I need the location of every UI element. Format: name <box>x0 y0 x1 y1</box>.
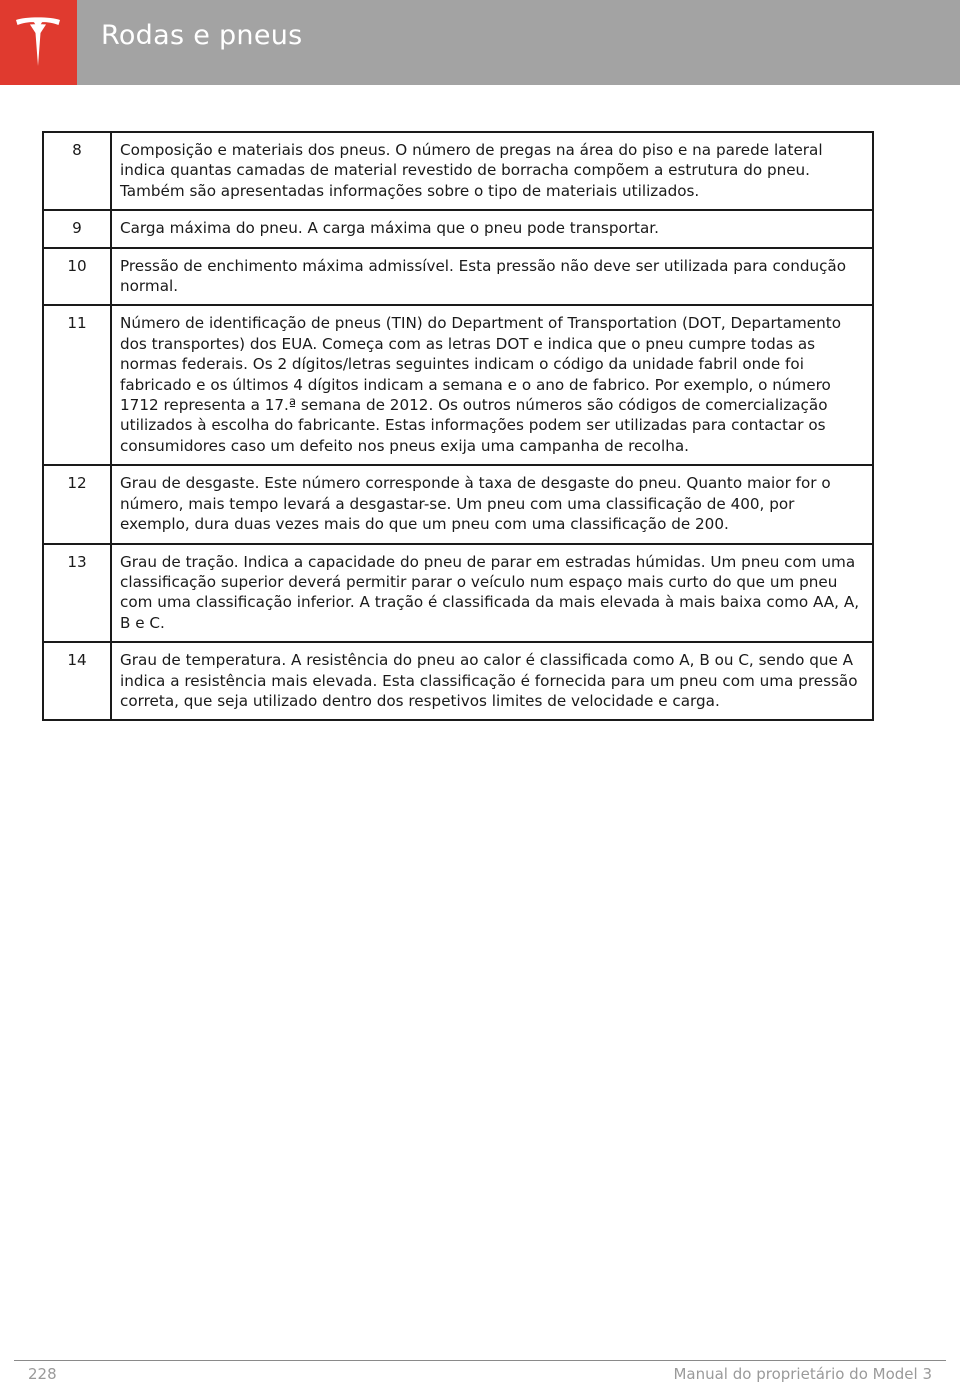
row-description: Grau de tração. Indica a capacidade do pneu de parar em estradas húmidas. Um pneu com uma classificação superior deverá permitir parar o veículo num espaço mais curto do que um pneu com uma classificação inferior. A tração é classificada da mais elevada à mais baixa como AA, A, B e C. <box>111 544 873 643</box>
page-number: 228 <box>28 1365 57 1383</box>
table-row <box>43 248 873 306</box>
page-title: Rodas e pneus <box>101 20 303 51</box>
row-number: 10 <box>43 248 111 306</box>
row-number: 11 <box>43 305 111 465</box>
row-number: 14 <box>43 642 111 720</box>
row-description: Número de identificação de pneus (TIN) do Department of Transportation (DOT, Departamento dos transportes) dos EUA. Começa com as letras DOT e indica que o pneu cumpre todas as normas federais. Os 2 dígitos/letras seguintes indicam o código da unidade fabril onde foi fabricado e os últimos 4 dígitos indicam a semana e o ano de fabrico. Por exemplo, o número 1712 representa a 17.ª semana de 2012. Os outros números são códigos de comercialização utilizados à escolha do fabricante. Estas informações podem ser utilizadas para contactar os consumidores caso um defeito nos pneus exija uma campanha de recolha. <box>111 305 873 465</box>
row-number: 12 <box>43 465 111 543</box>
row-description: Carga máxima do pneu. A carga máxima que o pneu pode transportar. <box>111 210 873 247</box>
table-row <box>43 132 873 210</box>
tesla-logo-icon <box>13 16 63 68</box>
logo-container <box>0 0 77 85</box>
row-number: 13 <box>43 544 111 643</box>
row-description: Grau de temperatura. A resistência do pneu ao calor é classificada como A, B ou C, sendo que A indica a resistência mais elevada. Esta classificação é fornecida para um pneu com uma pressão correta, que seja utilizado dentro dos respetivos limites de velocidade e carga. <box>111 642 873 720</box>
row-number: 8 <box>43 132 111 210</box>
row-description: Composição e materiais dos pneus. O número de pregas na área do piso e na parede lateral indica quantas camadas de material revestido de borracha compõem a estrutura do pneu. Também são apresentadas informações sobre o tipo de materiais utilizados. <box>111 132 873 210</box>
row-number: 9 <box>43 210 111 247</box>
page-header <box>0 0 960 85</box>
document-title: Manual do proprietário do Model 3 <box>673 1365 932 1383</box>
table-row <box>43 642 873 720</box>
tire-spec-table <box>42 131 874 721</box>
footer-divider <box>14 1360 946 1361</box>
row-description: Pressão de enchimento máxima admissível. Esta pressão não deve ser utilizada para condução normal. <box>111 248 873 306</box>
table-row <box>43 544 873 643</box>
row-description: Grau de desgaste. Este número corresponde à taxa de desgaste do pneu. Quanto maior for o número, mais tempo levará a desgastar-se. Um pneu com uma classificação de 400, por exemplo, dura duas vezes mais do que um pneu com uma classificação de 200. <box>111 465 873 543</box>
table-row <box>43 210 873 247</box>
table-row <box>43 465 873 543</box>
table-row <box>43 305 873 465</box>
